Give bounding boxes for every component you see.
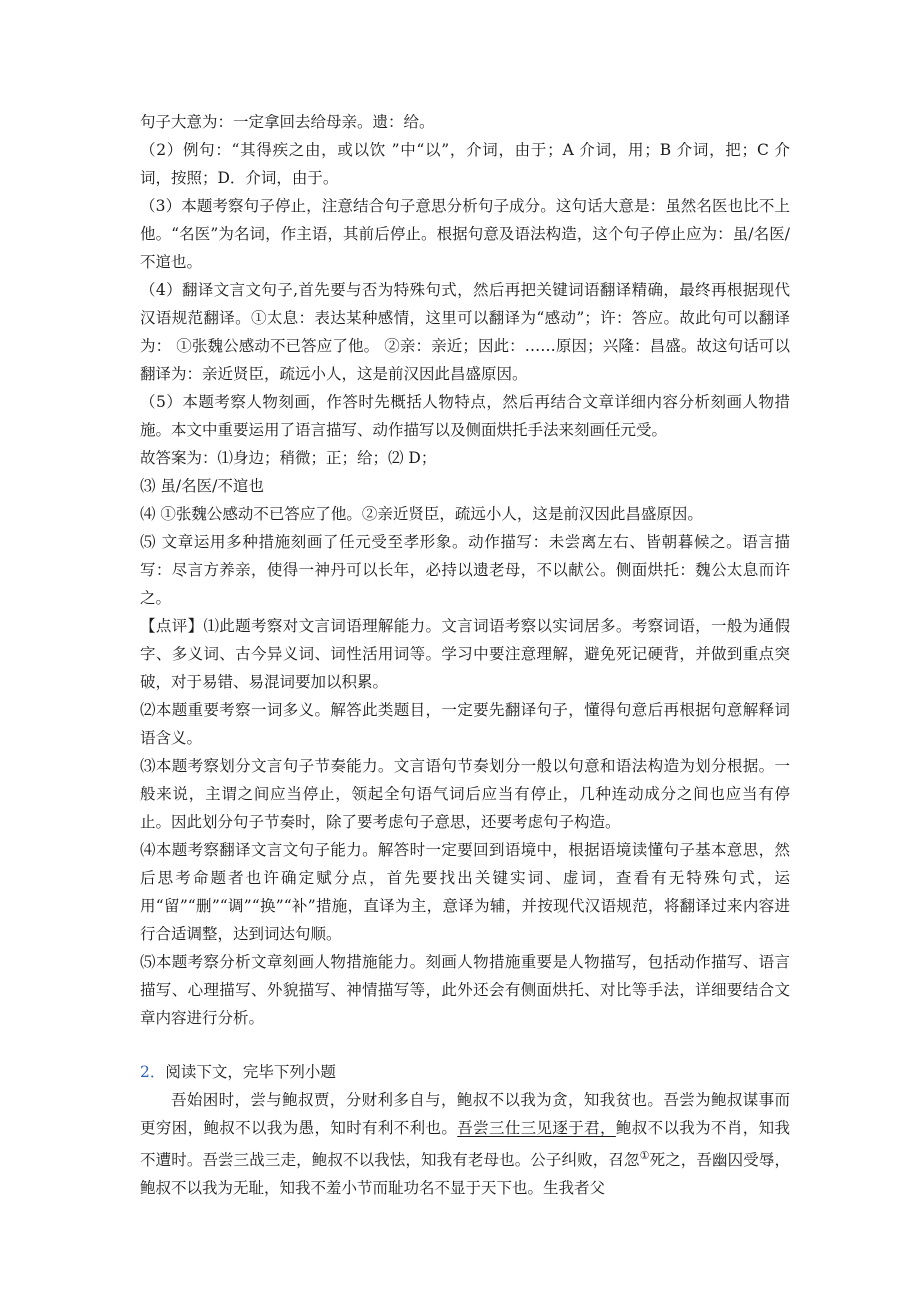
answer-summary-1: 故答案为：⑴身边；稍微；正；给；⑵ D； <box>140 449 437 467</box>
document-body <box>140 108 790 1202</box>
answer-line-4: （4）翻译文言文句子,首先要与否为特殊句式，然后再把关键词语翻译精确，最终再根据现代汉语规范翻译。①太息：表达某种感情，这里可以翻译为“感动”；许：答应。故此句可以翻译为： ①张魏公感动不已答应了他。 ②亲：亲近；因此：……原因；兴隆：昌盛。故这句话可以翻译为：亲近贤臣，疏远小人，这是前汉因此昌盛原因。 <box>140 281 790 383</box>
comment-4: ⑷本题考察翻译文言文句子能力。解答时一定要回到语境中，根据语境读懂句子基本意思，然后思考命题者也许确定赋分点，首先要找出关键实词、虚词，查看有无特殊句式，运用“留”“删”“调”“换”“补”措施，直译为主，意译为辅，并按现代汉语规范，将翻译过来内容进行合适调整，达到词达句顺。 <box>140 841 790 943</box>
section-gap <box>140 1032 790 1058</box>
passage-text-3: 死之，吾幽囚受辱，鲍叔不以我为无耻，知我不羞小节而耻功名不显于天下也。生我者父 <box>140 1151 790 1198</box>
answer-line-3: （3）本题考察句子停止，注意结合句子意思分析句子成分。这句话大意是：虽然名医也比不上他。“名医”为名词，作主语，其前后停止。根据句意及语法构造，这个句子停止应为：虽/名医/不逭也。 <box>140 197 790 271</box>
passage-text-1: 吾始困时，尝与鲍叔贾，分财利多自与，鲍叔不以我为贪，知我贫也。吾尝为鲍叔谋事而更穷困，鲍叔不以我为愚，知时有利不利也。 <box>140 1091 790 1137</box>
answer-summary-4: ⑷ ①张魏公感动不已答应了他。②亲近贤臣，疏远小人，这是前汉因此昌盛原因。 <box>140 505 703 523</box>
question-prompt: 阅读下文，完毕下列小题 <box>165 1063 336 1081</box>
question-number: 2． <box>140 1063 166 1081</box>
comment-5: ⑸本题考察分析文章刻画人物措施能力。刻画人物措施重要是人物描写，包括动作描写、语言描写、心理描写、外貌描写、神情描写等，此外还会有侧面烘托、对比等手法，详细要结合文章内容进行分析。 <box>140 953 790 1027</box>
comment-1: 【点评】⑴此题考察对文言词语理解能力。文言词语考察以实词居多。考察词语，一般为通假字、多义词、古今异义词、词性活用词等。学习中要注意理解，避免死记硬背，并做到重点突破，对于易错、易混词要加以积累。 <box>140 617 790 691</box>
passage-underlined-sentence: 吾尝三仕三见逐于君， <box>457 1119 616 1137</box>
answer-summary-3: ⑶ 虽/名医/不逭也 <box>140 477 264 495</box>
comment-3: ⑶本题考察划分文言句子节奏能力。文言语句节奏划分一般以句意和语法构造为划分根据。一般来说，主谓之间应当停止，领起全句语气词后应当有停止，几种连动成分之间也应当有停止。因此划分句子节奏时，除了要考虑句子意思，还要考虑句子构造。 <box>140 757 790 831</box>
question-heading <box>140 1058 790 1086</box>
answer-summary-5: ⑸ 文章运用多种措施刻画了任元受至孝形象。动作描写：未尝离左右、皆朝暮候之。语言描写：尽言方养亲，使得一神丹可以长年，必持以遗老母，不以献公。侧面烘托：魏公太息而许之。 <box>140 533 790 607</box>
answer-line-1: 句子大意为：一定拿回去给母亲。遗：给。 <box>140 113 435 131</box>
answer-line-2: （2）例句：“其得疾之由，或以饮 ”中“以”，介词，由于；A 介词，用；B 介词，把；C 介词，按照；D．介词，由于。 <box>140 141 790 187</box>
comment-2: ⑵本题重要考察一词多义。解答此类题目，一定要先翻译句子，懂得句意后再根据句意解释词语含义。 <box>140 701 790 747</box>
reading-passage <box>140 1086 790 1202</box>
answer-line-5: （5）本题考察人物刻画，作答时先概括人物特点，然后再结合文章详细内容分析刻画人物措施。本文中重要运用了语言描写、动作描写以及侧面烘托手法来刻画任元受。 <box>140 393 790 439</box>
passage-text-2: 鲍叔不以我为不肖，知我不遭时。吾尝三战三走，鲍叔不以我怯，知我有老母也。公子纠败，召忽 <box>140 1119 790 1170</box>
footnote-marker: ① <box>639 1149 650 1162</box>
